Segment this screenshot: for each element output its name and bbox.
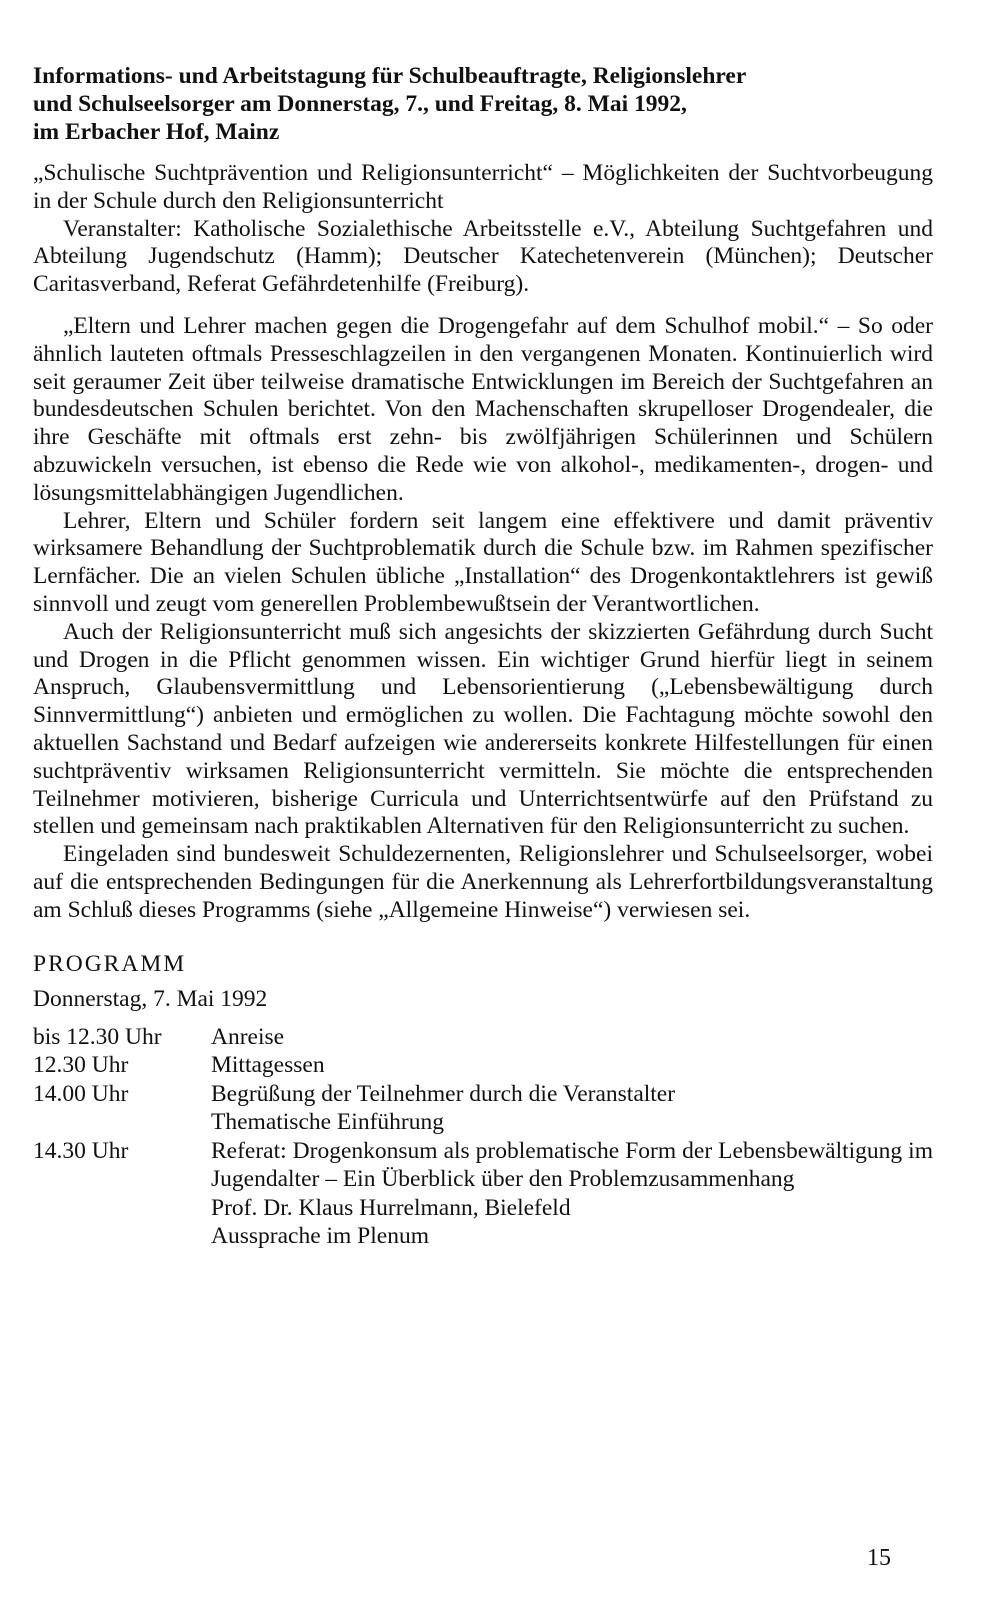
schedule-row — [33, 1051, 933, 1080]
schedule-line: Mittagessen — [211, 1052, 325, 1079]
schedule-line: Referat: Drogenkonsum als problematische Form der Lebensbewältigung im Jugendalter – Ein Überblick über den Problemzusammenhang — [211, 1137, 933, 1193]
organizer-paragraph: Veranstalter: Katholische Sozialethische Arbeitsstelle e.V., Abteilung Suchtgefahren und Abteilung Jugendschutz (Hamm); Deutscher Katechetenverein (München); Deutscher Caritasverband, Referat Gefährdetenhilfe (Freiburg). — [33, 215, 933, 298]
body-paragraph: „Eltern und Lehrer machen gegen die Drogengefahr auf dem Schulhof mobil.“ – So oder ähnlich lauteten oftmals Presseschlagzeilen in den vergangenen Monaten. Kontinuierlich wird seit geraumer Zeit über teilweise dramatische Entwicklungen im Bereich der Suchtgefahren an bundesdeutschen Schulen berichtet. Von den Machenschaften skrupelloser Drogendealer, die ihre Geschäfte mit oftmals erst zehn- bis zwölfjährigen Schülerinnen und Schülern abzuwickeln versuchen, ist ebenso die Rede wie von alkohol-, medikamenten-, drogen- und lösungsmittelabhängigen Jugendlichen. — [33, 312, 933, 506]
heading-line: im Erbacher Hof, Mainz — [33, 119, 280, 145]
schedule-table — [33, 1023, 933, 1251]
schedule-item — [211, 1080, 933, 1137]
body-paragraph: Auch der Religionsunterricht muß sich angesichts der skizzierten Gefährdung durch Sucht und Drogen in die Pflicht genommen wissen. Ein wichtiger Grund hierfür liegt in seinem Anspruch, Glaubensvermittlung und Lebensorientierung („Lebensbewältigung durch Sinnvermittlung“) anbieten und ermöglichen zu wollen. Die Fachtagung möchte sowohl den aktuellen Sachstand und Bedarf aufzeigen wie andererseits konkrete Hilfestellungen für einen suchtpräventiv wirksamen Religionsunterricht vermitteln. Sie möchte die entsprechenden Teilnehmer motivieren, bisherige Curricula und Unterrichtsentwürfe auf den Prüfstand zu stellen und gemeinsam nach praktikablen Alternativen für den Religionsunterricht zu suchen. — [33, 618, 933, 840]
schedule-row — [33, 1080, 933, 1137]
schedule-item — [211, 1051, 933, 1080]
schedule-time: 12.30 Uhr — [33, 1052, 129, 1079]
schedule-time: 14.30 Uhr — [33, 1137, 129, 1164]
schedule-row — [33, 1023, 933, 1052]
page-number: 15 — [867, 1545, 891, 1571]
program-date: Donnerstag, 7. Mai 1992 — [33, 985, 268, 1012]
program-title: PROGRAMM — [33, 950, 187, 977]
event-title: „Schulische Suchtprävention und Religionsunterricht“ – Möglichkeiten der Suchtvorbeugung in der Schule durch den Religionsunterricht — [33, 160, 933, 214]
schedule-line: Anreise — [211, 1023, 285, 1050]
schedule-time: 14.00 Uhr — [33, 1080, 129, 1107]
schedule-line: Aussprache im Plenum — [211, 1223, 429, 1250]
schedule-time: bis 12.30 Uhr — [33, 1023, 162, 1050]
schedule-item — [211, 1137, 933, 1251]
document-heading — [33, 62, 933, 146]
schedule-row — [33, 1137, 933, 1251]
schedule-item — [211, 1023, 933, 1052]
schedule-line: Begrüßung der Teilnehmer durch die Veranstalter — [211, 1080, 676, 1107]
schedule-line: Prof. Dr. Klaus Hurrelmann, Bielefeld — [211, 1194, 571, 1221]
schedule-line: Thematische Einführung — [211, 1109, 444, 1136]
heading-line: und Schulseelsorger am Donnerstag, 7., und Freitag, 8. Mai 1992, — [33, 91, 687, 117]
document-page — [33, 62, 933, 1251]
heading-line: Informations- und Arbeitstagung für Schulbeauftragte, Religionslehrer — [33, 63, 747, 89]
body-paragraph: Lehrer, Eltern und Schüler fordern seit langem eine effektivere und damit präventiv wirksamere Behandlung der Suchtproblematik durch die Schule bzw. im Rahmen spezifischer Lernfächer. Die an vielen Schulen übliche „Installation“ des Drogenkontaktlehrers ist gewiß sinnvoll und zeugt vom generellen Problembewußtsein der Verantwortlichen. — [33, 507, 933, 617]
body-paragraph: Eingeladen sind bundesweit Schuldezernenten, Religionslehrer und Schulseelsorger, wobei auf die entsprechenden Bedingungen für die Anerkennung als Lehrerfortbildungsveranstaltung am Schluß dieses Programms (siehe „Allgemeine Hinweise“) verwiesen sei. — [33, 841, 933, 923]
